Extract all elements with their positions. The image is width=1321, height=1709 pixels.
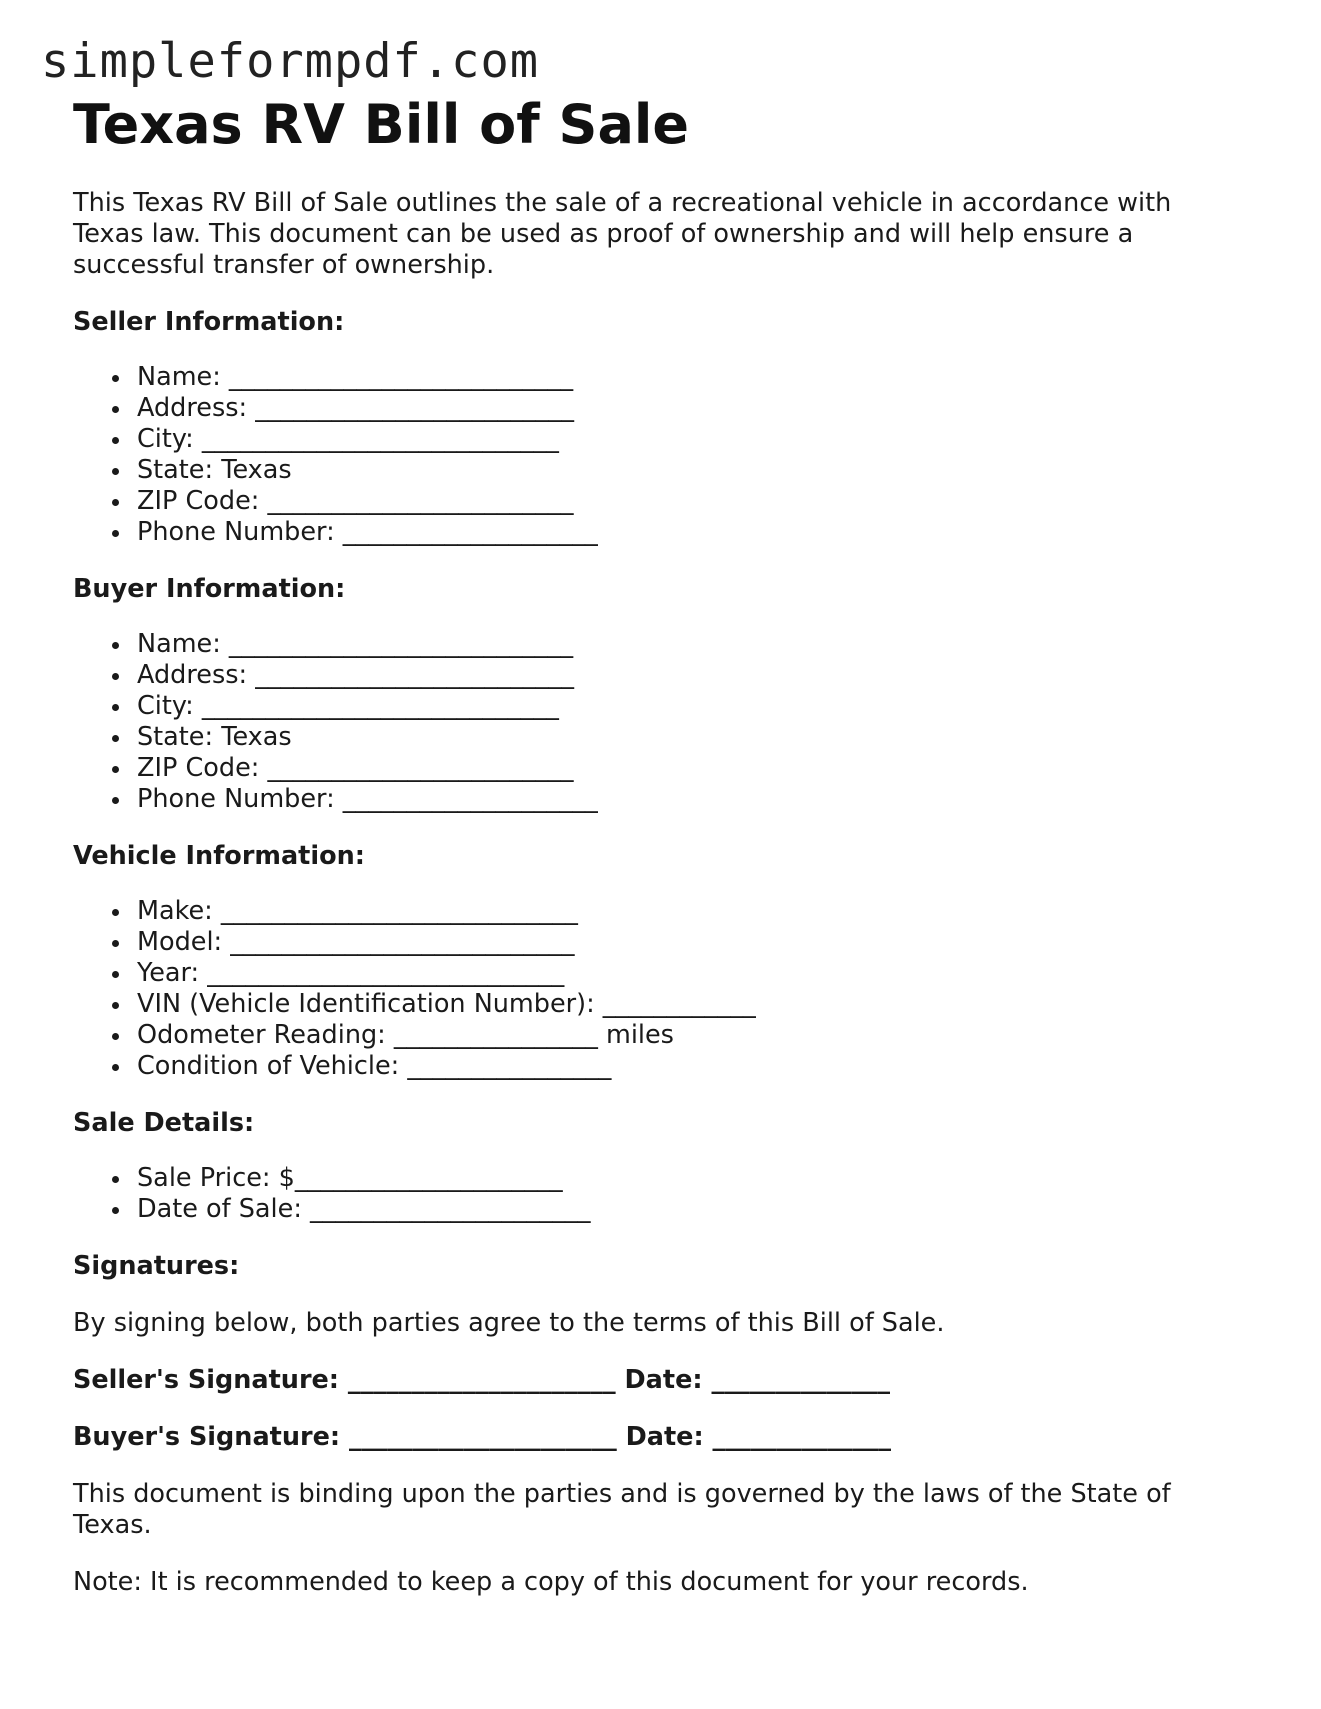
buyer-list — [73, 629, 1213, 815]
buyer-zip-field[interactable]: ZIP Code: ________________________ — [137, 753, 1213, 784]
seller-address-field[interactable]: Address: _________________________ — [137, 393, 1213, 424]
sale-list — [73, 1163, 1213, 1225]
signatures-text: By signing below, both parties agree to the terms of this Bill of Sale. — [73, 1308, 945, 1338]
vehicle-vin-field[interactable]: VIN (Vehicle Identification Number): ____________ — [137, 989, 1213, 1020]
vehicle-odometer-field[interactable]: Odometer Reading: ________________ miles — [137, 1020, 1213, 1051]
vehicle-make-field[interactable]: Make: ____________________________ — [137, 896, 1213, 927]
page-title: Texas RV Bill of Sale — [73, 93, 690, 156]
signatures-heading: Signatures: — [73, 1251, 240, 1281]
vehicle-condition-field[interactable]: Condition of Vehicle: ________________ — [137, 1051, 1213, 1082]
buyer-phone-field[interactable]: Phone Number: ____________________ — [137, 784, 1213, 815]
buyer-signature-line[interactable]: Buyer's Signature: _____________________ Date: ______________ — [73, 1422, 892, 1452]
sale-date-field[interactable]: Date of Sale: ______________________ — [137, 1194, 1213, 1225]
buyer-state-field: State: Texas — [137, 722, 1213, 753]
seller-list — [73, 362, 1213, 548]
vehicle-heading: Vehicle Information: — [73, 841, 365, 871]
note-paragraph: Note: It is recommended to keep a copy of this document for your records. — [73, 1567, 1029, 1597]
closing-paragraph: This document is binding upon the parties and is governed by the laws of the State of Texas. — [73, 1479, 1171, 1540]
seller-state-field: State: Texas — [137, 455, 1213, 486]
intro-paragraph: This Texas RV Bill of Sale outlines the sale of a recreational vehicle in accordance with Texas law. This document can be used as proof of ownership and will help ensure a successful transfer of ownership. — [73, 188, 1172, 280]
seller-heading: Seller Information: — [73, 307, 345, 337]
watermark: simpleformpdf.com — [41, 34, 540, 89]
document-body — [73, 92, 1213, 1598]
seller-city-field[interactable]: City: ____________________________ — [137, 424, 1213, 455]
buyer-name-field[interactable]: Name: ___________________________ — [137, 629, 1213, 660]
buyer-city-field[interactable]: City: ____________________________ — [137, 691, 1213, 722]
seller-phone-field[interactable]: Phone Number: ____________________ — [137, 517, 1213, 548]
buyer-heading: Buyer Information: — [73, 574, 346, 604]
vehicle-model-field[interactable]: Model: ___________________________ — [137, 927, 1213, 958]
buyer-address-field[interactable]: Address: _________________________ — [137, 660, 1213, 691]
seller-name-field[interactable]: Name: ___________________________ — [137, 362, 1213, 393]
sale-price-field[interactable]: Sale Price: $_____________________ — [137, 1163, 1213, 1194]
sale-heading: Sale Details: — [73, 1108, 255, 1138]
seller-zip-field[interactable]: ZIP Code: ________________________ — [137, 486, 1213, 517]
seller-signature-line[interactable]: Seller's Signature: _____________________ Date: ______________ — [73, 1365, 890, 1395]
vehicle-year-field[interactable]: Year: ____________________________ — [137, 958, 1213, 989]
vehicle-list — [73, 896, 1213, 1082]
